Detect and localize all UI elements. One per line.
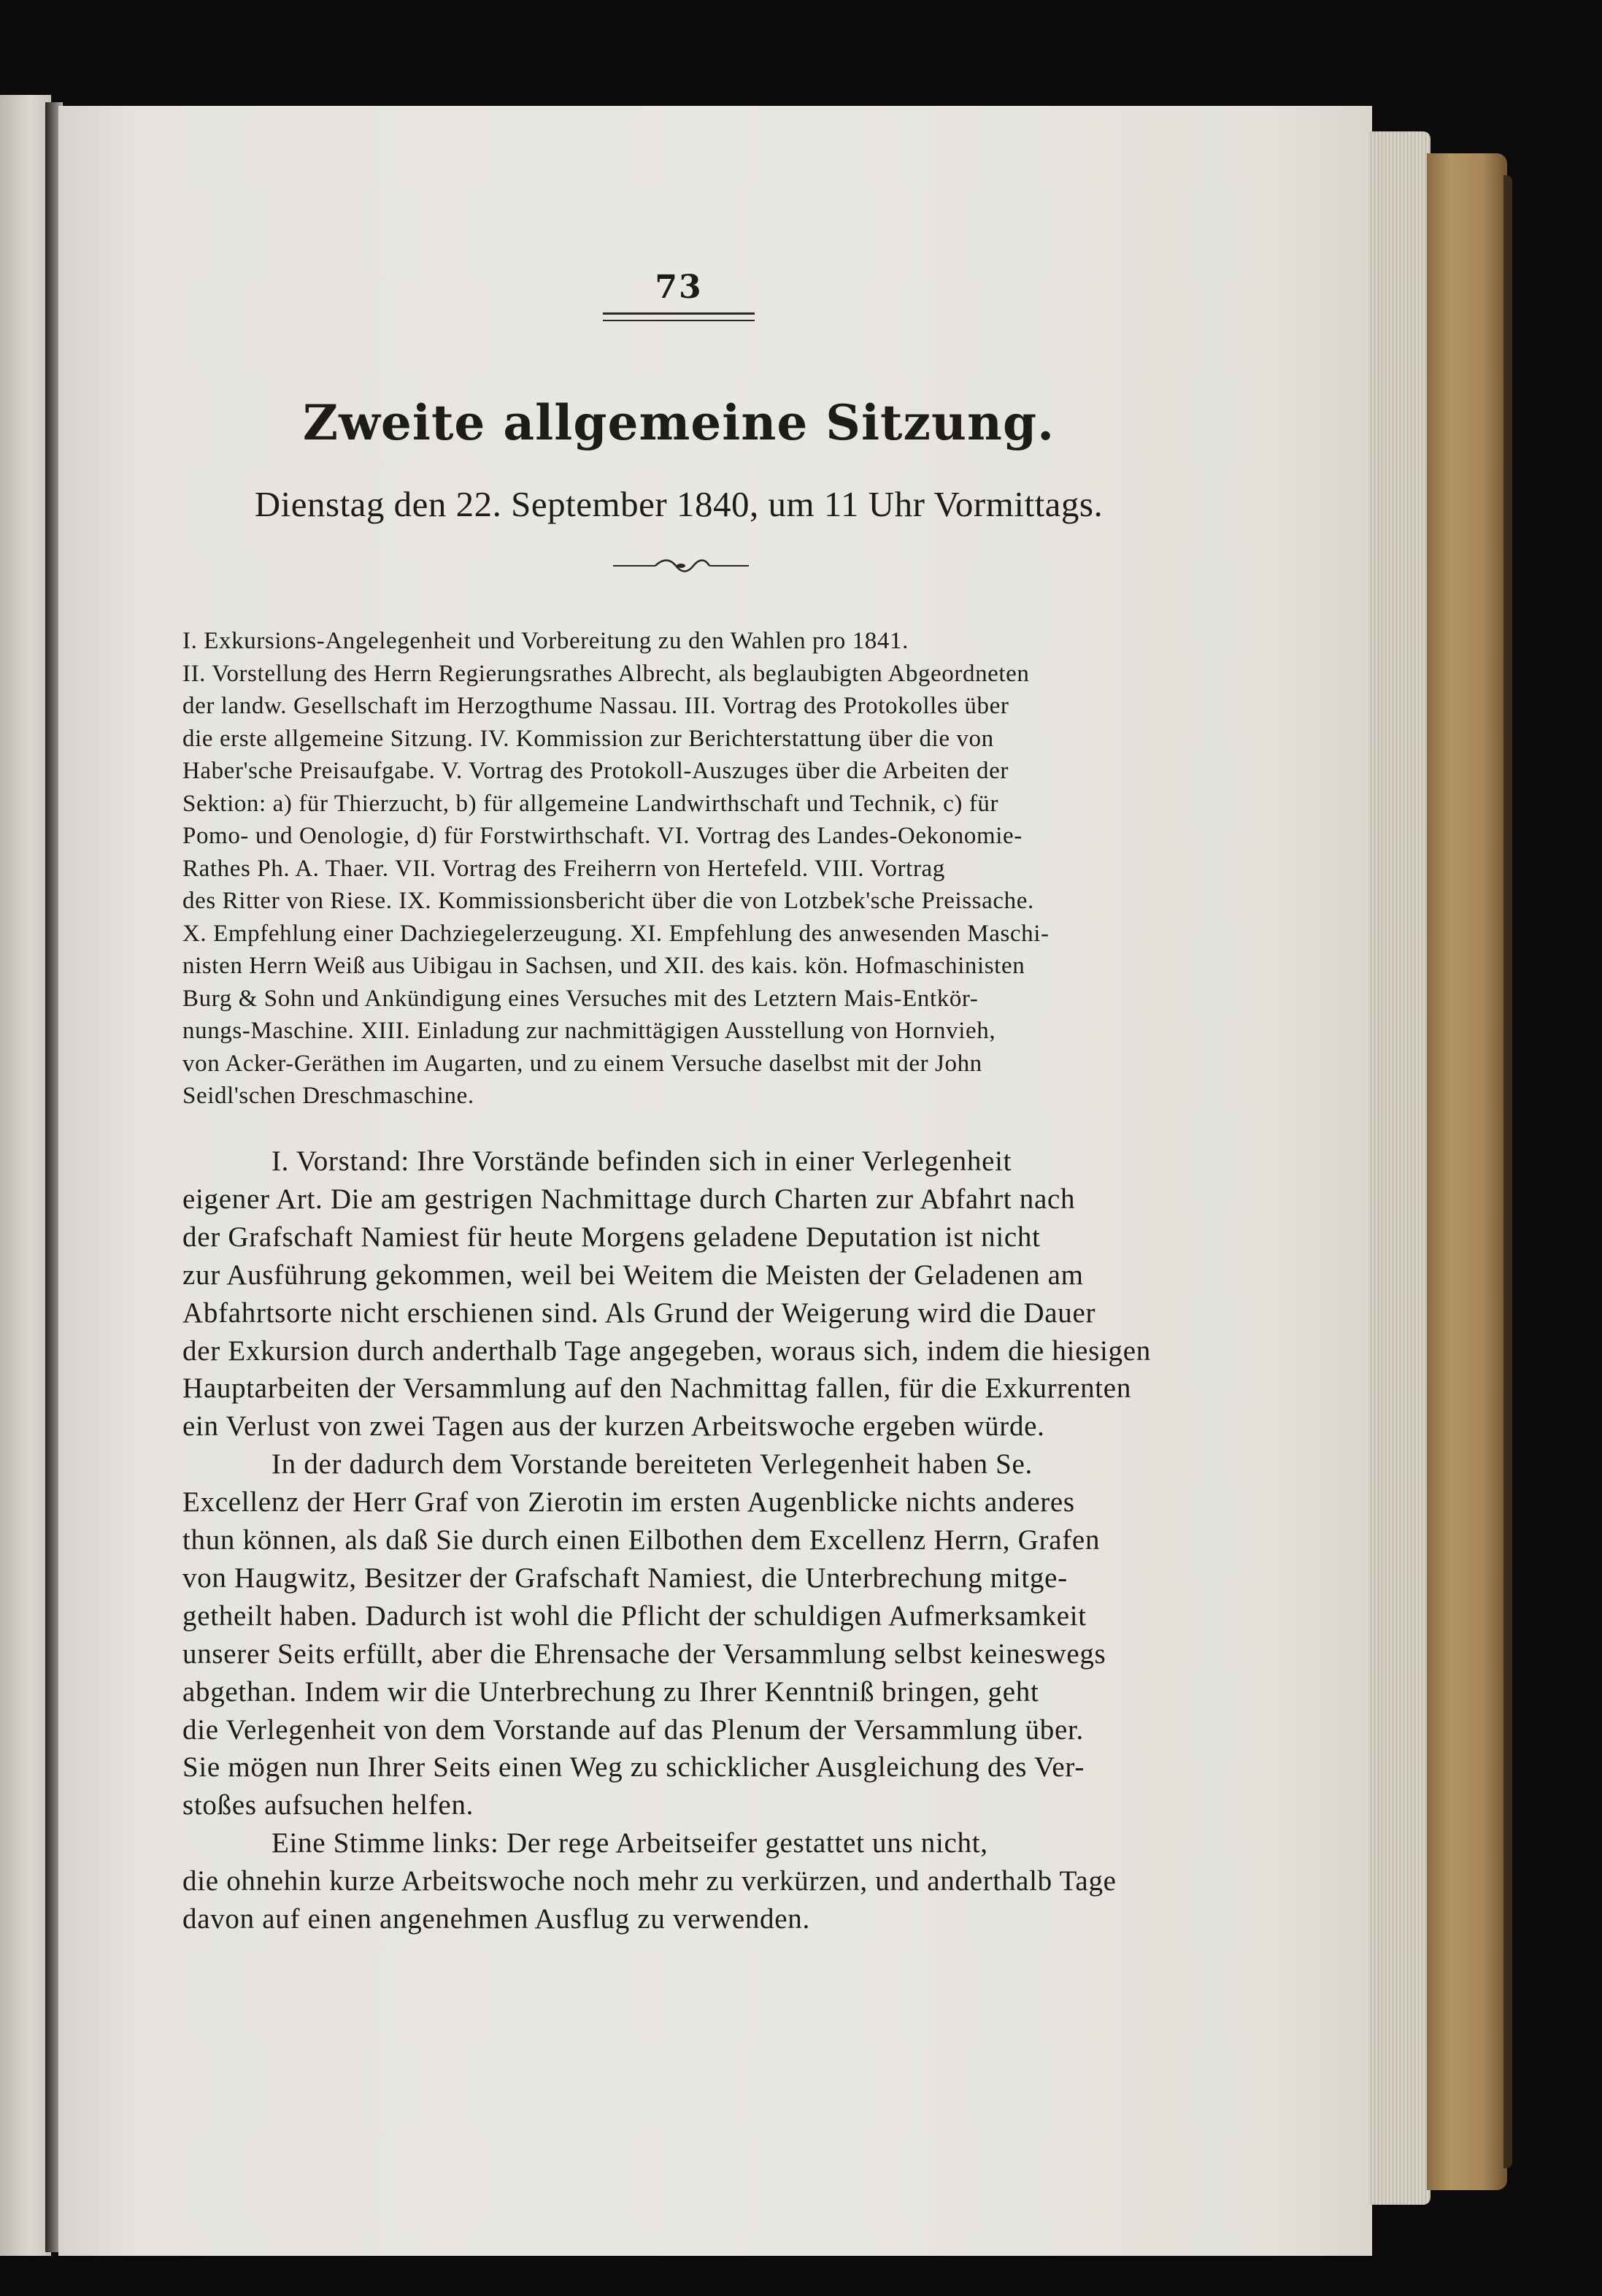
agenda-line: Pomo- und Oenologie, d) für Forstwirthschaft. VI. Vortrag des Landes-Oekonomie- (182, 823, 1023, 849)
body-line: Abfahrtsorte nicht erschienen sind. Als Grund der Weigerung wird die Dauer (182, 1297, 1096, 1329)
body-line: I. Vorstand: Ihre Vorstände befinden sich in einer Verlegenheit (272, 1145, 1012, 1177)
body-line: Hauptarbeiten der Versammlung auf den Nachmittag fallen, für die Exkurrenten (182, 1372, 1132, 1405)
agenda-line: nungs-Maschine. XIII. Einladung zur nachmittägigen Ausstellung von Hornvieh, (182, 1018, 996, 1044)
body-line: eigener Art. Die am gestrigen Nachmittage durch Charten zur Abfahrt nach (182, 1183, 1076, 1215)
page-number: 73 (655, 269, 703, 306)
body-line: abgethan. Indem wir die Unterbrechung zu Ihrer Kenntniß bringen, geht (182, 1675, 1039, 1708)
agenda-line: von Acker-Geräthen im Augarten, und zu einem Versuche daselbst mit der John (182, 1050, 982, 1077)
body-line: von Haugwitz, Besitzer der Grafschaft Namiest, die Unterbrechung mitge- (182, 1562, 1068, 1594)
agenda-line: Seidl'schen Dreschmaschine. (182, 1083, 474, 1109)
agenda-line: Rathes Ph. A. Thaer. VII. Vortrag des Freiherrn von Hertefeld. VIII. Vortrag (182, 855, 945, 882)
body-line: der Grafschaft Namiest für heute Morgens geladene Deputation ist nicht (182, 1221, 1041, 1253)
body-line: stoßes aufsuchen helfen. (182, 1789, 474, 1821)
session-date: Dienstag den 22. September 1840, um 11 Uhr Vormittags. (254, 484, 1104, 524)
body-line: die ohnehin kurze Arbeitswoche noch mehr zu verkürzen, und anderthalb Tage (182, 1865, 1117, 1897)
ornament-divider (612, 555, 750, 577)
agenda-line: Burg & Sohn und Ankündigung eines Versuches mit des Letztern Mais-Entkör- (182, 985, 979, 1012)
agenda-line: nisten Herrn Weiß aus Uibigau in Sachsen, und XII. des kais. kön. Hofmaschinisten (182, 953, 1025, 979)
agenda-line: X. Empfehlung einer Dachziegelerzeugung. XI. Empfehlung des anwesenden Maschi- (182, 920, 1050, 947)
agenda-line: Sektion: a) für Thierzucht, b) für allgemeine Landwirthschaft und Technik, c) für (182, 790, 999, 817)
body-line: In der dadurch dem Vorstande bereiteten Verlegenheit haben Se. (272, 1448, 1033, 1481)
agenda-line: der landw. Gesellschaft im Herzogthume Nassau. III. Vortrag des Protokolles über (182, 693, 1009, 719)
session-title: Zweite allgemeine Sitzung. (302, 394, 1055, 451)
header-rule-bottom (603, 320, 755, 321)
body-line: thun können, als daß Sie durch einen Eilbothen dem Excellenz Herrn, Grafen (182, 1524, 1101, 1556)
agenda-line: des Ritter von Riese. IX. Kommissionsbericht über die von Lotzbek'sche Preissache. (182, 888, 1034, 914)
agenda-line: I. Exkursions-Angelegenheit und Vorbereitung zu den Wahlen pro 1841. (182, 628, 909, 654)
body-line: unserer Seits erfüllt, aber die Ehrensache der Versammlung selbst keineswegs (182, 1637, 1106, 1670)
body-line: die Verlegenheit von dem Vorstande auf das Plenum der Versammlung über. (182, 1713, 1084, 1746)
body-line: ein Verlust von zwei Tagen aus der kurzen Arbeitswoche ergeben würde. (182, 1410, 1045, 1443)
agenda-line: II. Vorstellung des Herrn Regierungsrathes Albrecht, als beglaubigten Abgeordneten (182, 660, 1030, 687)
agenda-line: die erste allgemeine Sitzung. IV. Kommission zur Berichterstattung über die von (182, 725, 994, 752)
body-line: davon auf einen angenehmen Ausflug zu verwenden. (182, 1903, 810, 1935)
body-line: Eine Stimme links: Der rege Arbeitseifer gestattet uns nicht, (272, 1827, 988, 1859)
body-line: zur Ausführung gekommen, weil bei Weitem die Meisten der Geladenen am (182, 1259, 1084, 1291)
header-rule-top (603, 312, 755, 315)
body-line: Excellenz der Herr Graf von Zierotin im ersten Augenblicke nichts anderes (182, 1486, 1075, 1518)
body-line: Sie mögen nun Ihrer Seits einen Weg zu schicklicher Ausgleichung des Ver- (182, 1751, 1085, 1784)
body-line: der Exkursion durch anderthalb Tage angegeben, woraus sich, indem die hiesigen (182, 1335, 1151, 1367)
body-line: getheilt haben. Dadurch ist wohl die Pflicht der schuldigen Aufmerksamkeit (182, 1600, 1087, 1632)
agenda-line: Haber'sche Preisaufgabe. V. Vortrag des Protokoll-Auszuges über die Arbeiten der (182, 758, 1009, 784)
